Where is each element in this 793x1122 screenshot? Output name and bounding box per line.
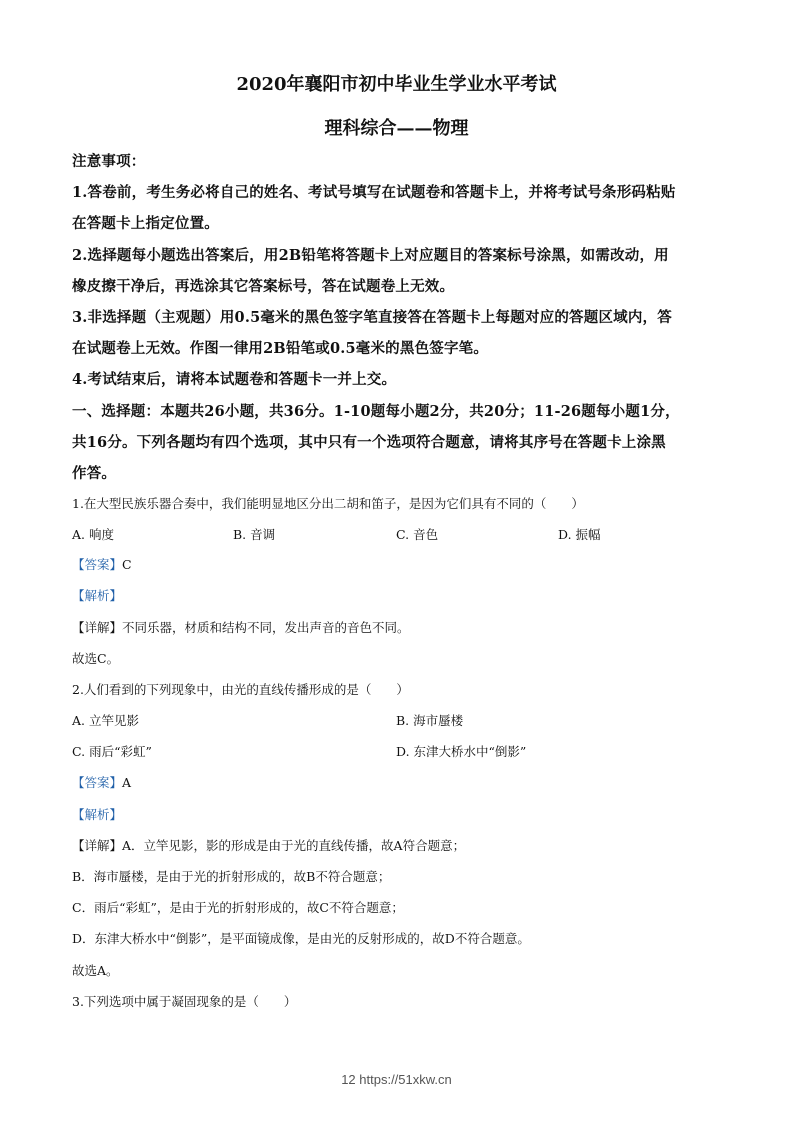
question-2-detail-d: D．东津大桥水中“倒影”，是平面镜成像，是由光的反射形成的，故D不符合题意。	[72, 931, 530, 946]
question-1-conclusion: 故选C。	[72, 651, 120, 666]
notice-item-1-line-1: 1.答卷前，考生务必将自己的姓名、考试号填写在试题卷和答题卡上，并将考试号条形码粘贴	[72, 184, 676, 201]
question-1-option-c: C. 音色	[396, 527, 439, 542]
notice-heading: 注意事项：	[72, 153, 146, 170]
question-1-option-b: B. 音调	[233, 527, 276, 542]
question-2-option-c: C. 雨后“彩虹”	[72, 744, 152, 759]
section-heading-line-1: 一、选择题：本题共26小题，共36分。1-10题每小题2分，共20分；11-26题每小题1分，	[72, 403, 680, 420]
question-2-detail-c: C．雨后“彩虹”，是由于光的折射形成的，故C不符合题意；	[72, 900, 404, 915]
notice-item-2-line-2: 橡皮擦干净后，再选涂其它答案标号，答在试题卷上无效。	[72, 278, 455, 295]
detail-text: A．立竿见影，影的形成是由于光的直线传播，故A符合题意；	[122, 838, 466, 853]
notice-item-1-line-2: 在答题卡上指定位置。	[72, 215, 219, 232]
question-2-stem: 2.人们看到的下列现象中，由光的直线传播形成的是（ ）	[72, 682, 409, 697]
question-2-option-d: D. 东津大桥水中“倒影”	[396, 744, 527, 759]
answer-tag: 【答案】	[72, 775, 123, 790]
page-subtitle: 理科综合——物理	[324, 118, 469, 139]
detail-tag: 【详解】	[72, 620, 123, 635]
notice-item-4: 4.考试结束后，请将本试题卷和答题卡一并上交。	[72, 371, 397, 388]
detail-tag: 【详解】	[72, 838, 123, 853]
question-2-option-b: B. 海市蜃楼	[396, 713, 464, 728]
question-2-analysis-tag: 【解析】	[72, 807, 123, 822]
question-1-answer	[72, 555, 732, 575]
question-2-option-a: A. 立竿见影	[72, 713, 139, 728]
detail-text: 不同乐器，材质和结构不同，发出声音的音色不同。	[122, 620, 410, 635]
question-1-detail	[72, 618, 732, 638]
question-1-option-d: D. 振幅	[558, 527, 601, 542]
notice-item-3-line-2: 在试题卷上无效。作图一律用2B铅笔或0.5毫米的黑色签字笔。	[72, 340, 489, 357]
question-2-detail-b: B．海市蜃楼，是由于光的折射形成的，故B不符合题意；	[72, 869, 391, 884]
notice-item-3-line-1: 3.非选择题（主观题）用0.5毫米的黑色签字笔直接答在答题卡上每题对应的答题区域内，答	[72, 309, 672, 326]
question-3-stem: 3.下列选项中属于凝固现象的是（ ）	[72, 994, 297, 1009]
answer-value: A	[122, 775, 132, 790]
page-footer: 12 https://51xkw.cn	[341, 1072, 452, 1087]
answer-tag: 【答案】	[72, 557, 123, 572]
question-2-answer	[72, 773, 732, 793]
question-2-conclusion: 故选A。	[72, 963, 119, 978]
question-2-detail-a	[72, 836, 732, 856]
section-heading-line-2: 共16分。下列各题均有四个选项，其中只有一个选项符合题意，请将其序号在答题卡上涂黑	[72, 434, 666, 451]
question-1-stem: 1.在大型民族乐器合奏中，我们能明显地区分出二胡和笛子，是因为它们具有不同的（ ）	[72, 496, 584, 511]
notice-item-2-line-1: 2.选择题每小题选出答案后，用2B铅笔将答题卡上对应题目的答案标号涂黑，如需改动，用	[72, 247, 669, 264]
page-title: 2020年襄阳市初中毕业生学业水平考试	[236, 74, 557, 95]
question-1-analysis-tag: 【解析】	[72, 588, 123, 603]
section-heading-line-3: 作答。	[72, 465, 117, 482]
answer-value: C	[122, 557, 132, 572]
question-1-option-a: A. 响度	[72, 527, 114, 542]
